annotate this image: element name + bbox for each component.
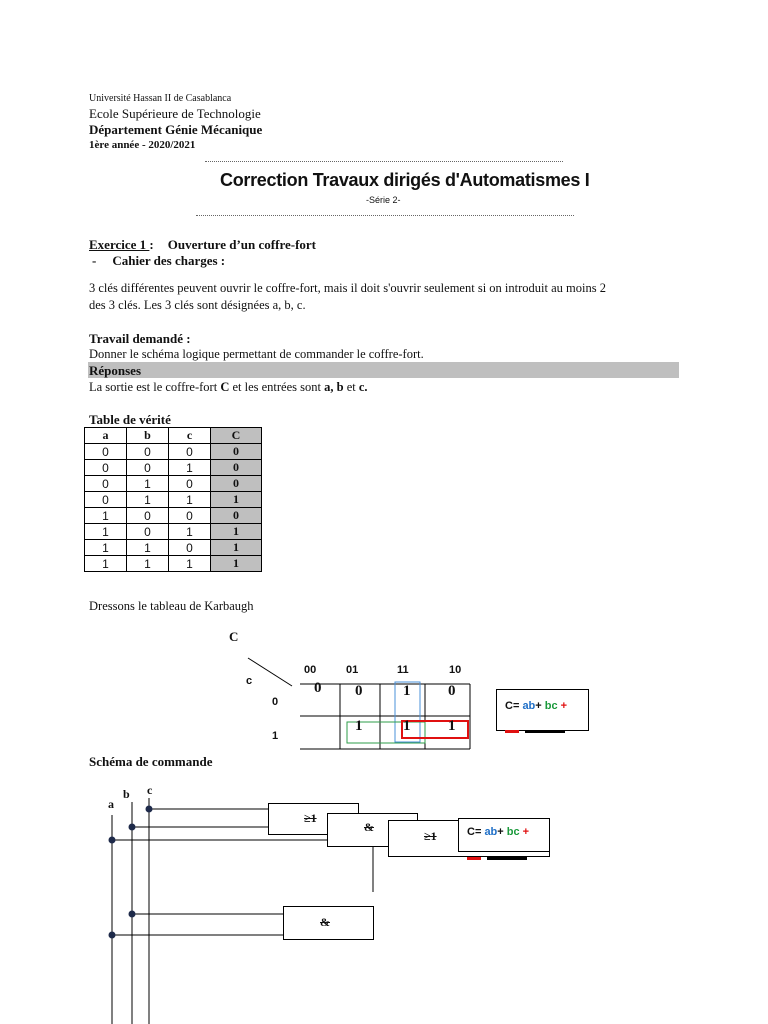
group-red [402, 721, 468, 738]
reponses-input-c: c. [358, 380, 368, 394]
col-header-10: 10 [449, 664, 462, 676]
statement-line-1: 3 clés différentes peuvent ouvrir le coffre-fort, mais il doit s'ouvrir seulement si on introduit au moins 2 [89, 281, 606, 295]
row-header-0: 0 [272, 696, 279, 708]
cell: 1 [127, 476, 169, 492]
exercise-label: Exercice 1 [89, 237, 150, 252]
row-header-1: 1 [272, 730, 279, 742]
cell: 0 [127, 460, 169, 476]
karnaugh-row-var: c [246, 675, 253, 687]
karnaugh-equation-box [496, 689, 589, 731]
eq-prefix: C= [467, 826, 485, 838]
input-label-c: c [147, 783, 153, 797]
exercise-heading [89, 236, 316, 253]
cell: 1 [85, 508, 127, 524]
schema-heading: Schéma de commande [89, 754, 213, 769]
cell: 0 [85, 444, 127, 460]
cell: 1 [169, 492, 211, 508]
cell: 0 [127, 508, 169, 524]
kmap-cell-r1c3: 1 [448, 718, 456, 734]
output-cell: 0 [211, 508, 262, 524]
table-row [85, 444, 262, 460]
or-gate-top-symbol: ≥1 [304, 811, 317, 825]
and-gate-bottom-symbol: & [320, 915, 330, 929]
header-output: C [211, 428, 262, 444]
table-row [85, 524, 262, 540]
cell: 1 [169, 524, 211, 540]
kmap-cell-r0c3: 0 [448, 683, 456, 699]
eq-plus: + [497, 826, 507, 838]
kmap-cell-r0c1: 0 [355, 683, 363, 699]
kmap-cell-r0c2: 1 [403, 683, 411, 699]
cell: 1 [85, 556, 127, 572]
eq-term-bc: bc [544, 700, 558, 712]
output-cell: 1 [211, 524, 262, 540]
header-c: c [169, 428, 211, 444]
output-cell: 0 [211, 460, 262, 476]
department-name: Département Génie Mécanique [89, 122, 263, 137]
reponses-heading: Réponses [89, 363, 142, 378]
col-header-00: 00 [304, 664, 317, 676]
or-gate-output-symbol: ≥1 [424, 829, 437, 843]
kmap-cell-r1c2: 1 [403, 718, 411, 734]
eq-plus: + [535, 700, 545, 712]
school-name: Ecole Supérieure de Technologie [89, 106, 261, 121]
output-cell: 0 [211, 444, 262, 460]
junction-dot [146, 806, 153, 813]
junction-dot [129, 824, 136, 831]
karnaugh-intro: Dressons le tableau de Karbaugh [89, 599, 254, 613]
karnaugh-diagonal [248, 658, 292, 686]
statement-line-2: des 3 clés. Les 3 clés sont désignées a, b, c. [89, 298, 306, 312]
cell: 0 [169, 476, 211, 492]
table-row [85, 492, 262, 508]
kmap-cell-r0c0: 0 [314, 680, 322, 696]
cahier-label: Cahier des charges : [112, 253, 226, 268]
truth-table [84, 427, 262, 572]
truth-table-heading: Table de vérité [89, 412, 171, 427]
cell: 1 [169, 556, 211, 572]
eq-plus-red: + [557, 700, 568, 712]
travail-heading: Travail demandé : [89, 331, 191, 346]
cell: 0 [85, 492, 127, 508]
cell: 1 [85, 524, 127, 540]
university-name: Université Hassan II de Casablanca [89, 93, 232, 104]
and-gate-bottom [283, 906, 374, 940]
cahier-heading [92, 252, 225, 269]
cell: 0 [85, 476, 127, 492]
karnaugh-equation [505, 700, 567, 712]
travail-text: Donner le schéma logique permettant de commander le coffre-fort. [89, 347, 424, 361]
cell: 0 [127, 444, 169, 460]
exercise-colon: : [149, 237, 154, 252]
page-title: Correction Travaux dirigés d'Automatismes I [220, 170, 590, 190]
separator-top [205, 161, 563, 162]
table-row [85, 476, 262, 492]
header-b: b [127, 428, 169, 444]
col-header-01: 01 [346, 664, 359, 676]
output-cell: 1 [211, 492, 262, 508]
cell: 1 [127, 556, 169, 572]
input-label-b: b [123, 787, 130, 801]
cell: 1 [169, 460, 211, 476]
output-cell: 1 [211, 556, 262, 572]
series-label: -Série 2- [366, 195, 401, 205]
academic-year: 1ère année - 2020/2021 [89, 139, 196, 151]
eq-term-ab: ab [522, 700, 536, 712]
cell: 0 [169, 444, 211, 460]
cell: 1 [127, 492, 169, 508]
junction-dot [109, 837, 116, 844]
schema-equation-box [458, 818, 550, 852]
table-row [85, 540, 262, 556]
reponses-band [88, 362, 679, 378]
bullet-dash: - [92, 253, 97, 268]
table-row [85, 508, 262, 524]
reponses-text [89, 379, 368, 395]
exercise-name: Ouverture d’un coffre-fort [167, 237, 317, 252]
col-header-11: 11 [397, 664, 409, 676]
schema-equation [467, 826, 529, 838]
eq-term-bc: bc [506, 826, 520, 838]
table-row [85, 556, 262, 572]
reponses-prefix: La sortie est le coffre-fort [89, 380, 221, 394]
table-row [85, 460, 262, 476]
junction-dot [129, 911, 136, 918]
eq-cutoff-line [467, 847, 537, 850]
kmap-cell-r1c1: 1 [355, 718, 363, 734]
reponses-mid: et les entrées sont [229, 380, 325, 394]
output-cell: 0 [211, 476, 262, 492]
karnaugh-corner-label: C [229, 629, 239, 644]
reponses-et: et [343, 380, 359, 394]
junction-dot [109, 932, 116, 939]
header-a: a [85, 428, 127, 444]
cell: 0 [169, 508, 211, 524]
reponses-output: C [220, 380, 230, 394]
truth-table-header-row [85, 428, 262, 444]
eq-plus-red: + [519, 826, 530, 838]
eq-term-ab: ab [484, 826, 498, 838]
and-gate-top-symbol: & [364, 820, 374, 834]
cell: 0 [85, 460, 127, 476]
cell: 1 [85, 540, 127, 556]
input-label-a: a [108, 797, 114, 811]
eq-cutoff-line [505, 720, 575, 723]
reponses-inputs-ab: a, b [324, 380, 344, 394]
cell: 1 [127, 540, 169, 556]
cell: 0 [169, 540, 211, 556]
eq-prefix: C= [505, 700, 523, 712]
cell: 0 [127, 524, 169, 540]
output-cell: 1 [211, 540, 262, 556]
separator-bottom [196, 215, 574, 216]
